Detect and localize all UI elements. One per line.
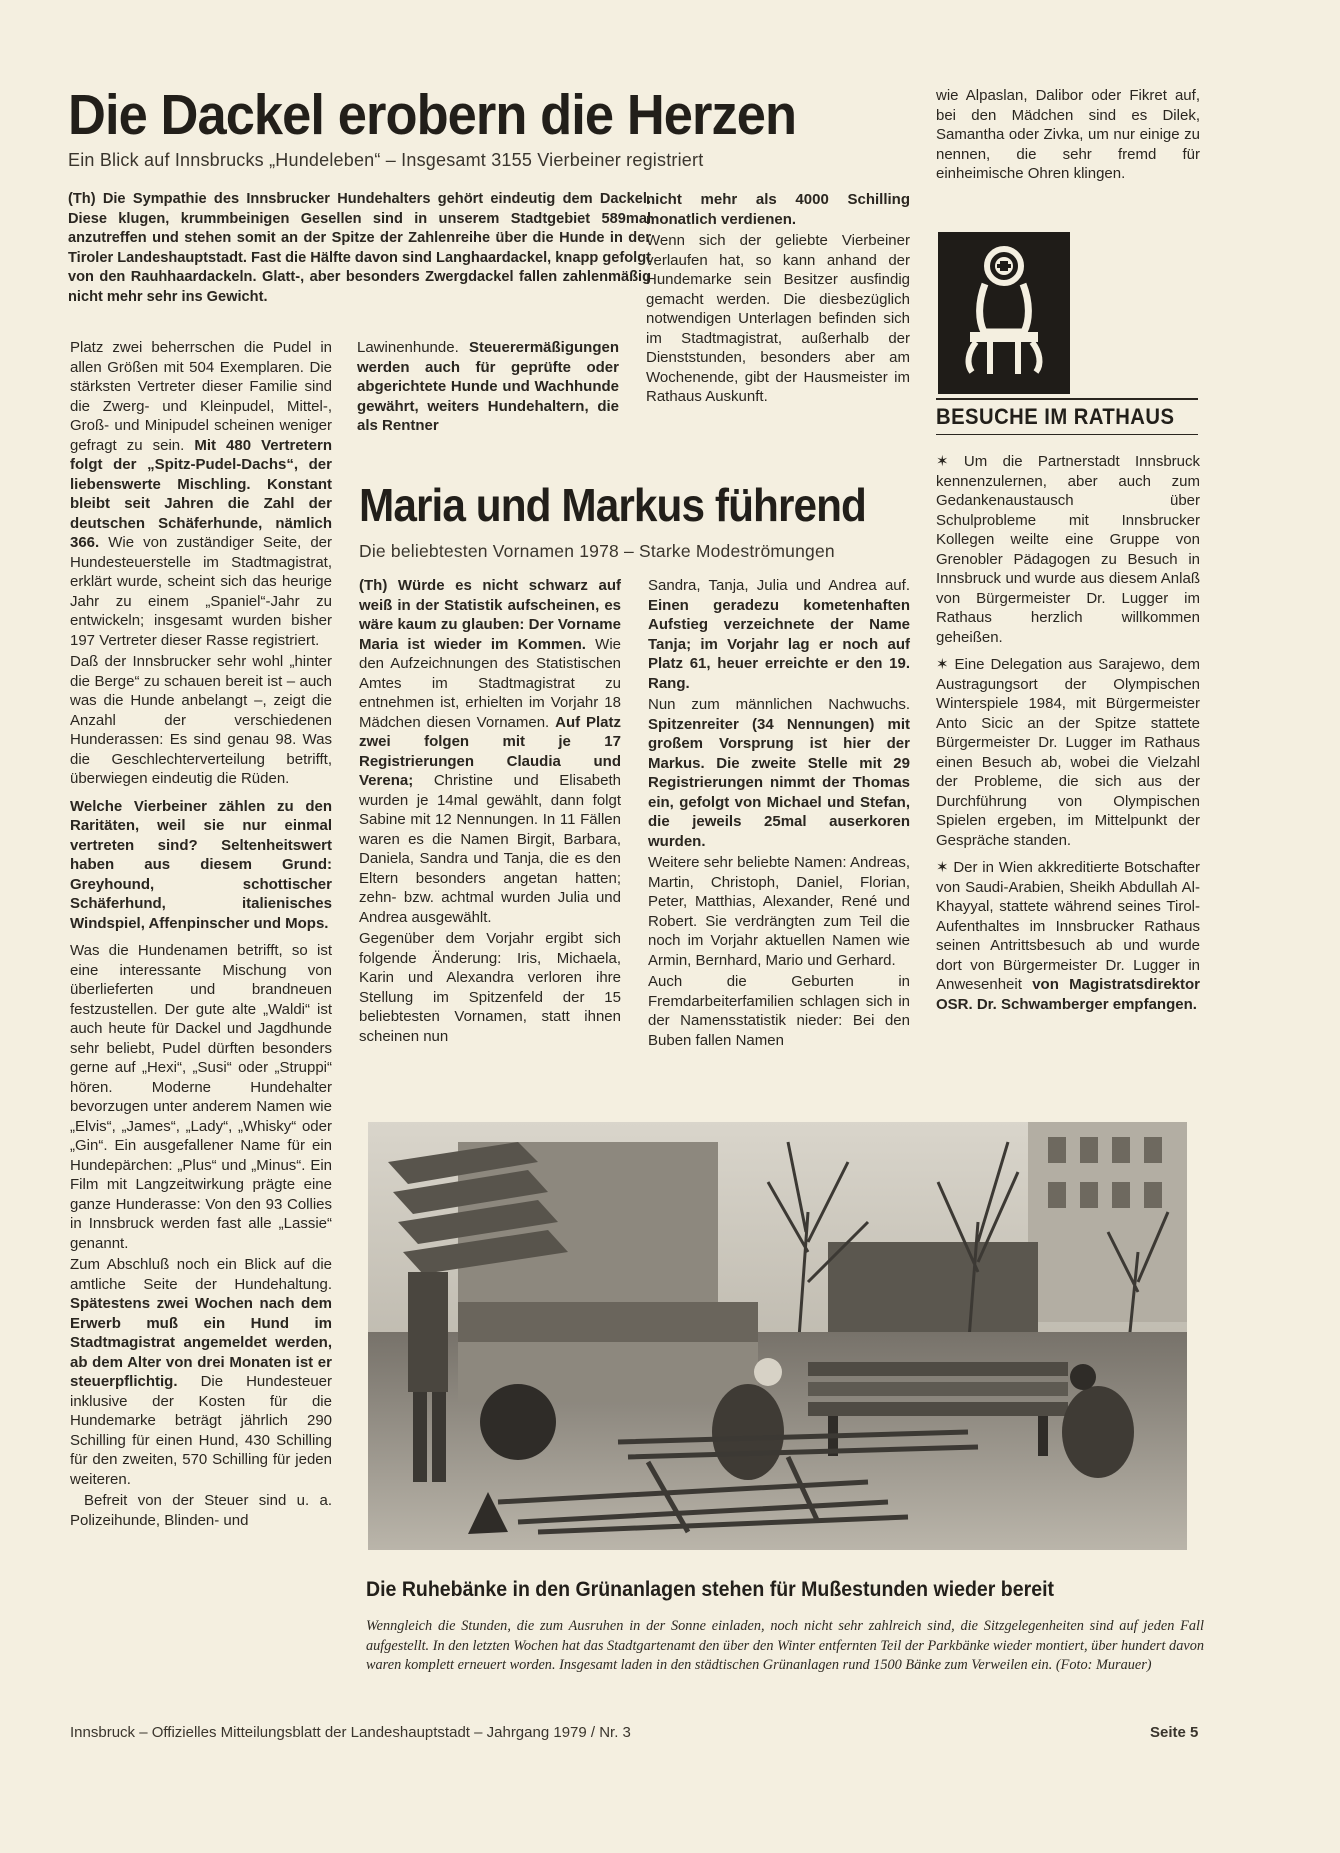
footer-page-number: Seite 5 <box>1150 1724 1199 1741</box>
text-tanja-aufstieg: Einen geradezu kometenhaften Aufstieg verzeichnete der Name Tanja; im Vorjahr lag er noch auf Platz 61, heuer erreichte er den 19. Rang. <box>648 596 910 692</box>
paragraph-amtlich: Zum Abschluß noch ein Blick auf die amtliche Seite der Hundehaltung. Spätestens zwei Wochen nach dem Erwerb muß ein Hund im Stadtmagistrat angemeldet werden, ab dem Alter von drei Monaten ist er steuerpflichtig. Die Hundesteuer inklusive der Kosten für die Hundemarke beträgt jährlich 290 Schilling für einen Hund, 430 Schilling für den zweiten, 570 Schilling für jeden weiteren. <box>70 1256 332 1488</box>
text-4000-schilling: nicht mehr als 4000 Schilling monatlich verdienen. <box>646 191 910 228</box>
paragraph-beliebte-namen: Weitere sehr beliebte Namen: Andreas, Martin, Christoph, Daniel, Florian, Peter, Matthias, Alexander, René und Robert. Sie verdrängten zum Teil die noch im Vorjahr aktuellen Namen wie Armin, Bernhard, Mario und Gerhard. <box>648 854 910 969</box>
text-steuerermaessigung: Steuerermäßigungen werden auch für geprüfte oder abgerichtete Hunde und Wachhunde gewährt, weiters Hundehaltern, die als Rentner <box>357 339 619 434</box>
column-1 <box>70 338 332 1530</box>
photo-caption-body: Wenngleich die Stunden, die zum Ausruhen in der Sonne einladen, noch nicht sehr zahlreich sind, die Sitzgelegenheiten sind auf jeden Fall aufgestellt. In den letzten Wochen hat das Stadtgartenamt den über den Winter entfernten Teil der Parkbänke wieder montiert, über hundert davon waren komplett erneuert worden. Insgesamt laden in den städtischen Grünanlagen rund 1500 Bänke zum Verweilen ein. (Foto: Murauer) <box>366 1618 1204 1673</box>
text-platz-zwei: Auf Platz zwei folgen mit je 17 Registrierungen Claudia und Verena; <box>359 713 622 789</box>
text-weitere-maedchen: Christine und Elisabeth wurden je 14mal gewählt, dann folgt Sabine mit 12 Nennungen. In 11 Fällen waren es die Namen Birgit, Barbara, Daniela, Sandra und Tanja, die es den Eltern besonders angetan hatten; zehn- bzw. achtmal wurden Julia und Andrea ausgewählt. <box>359 772 621 926</box>
footer-publication: Innsbruck – Offizielles Mitteilungsblatt der Landeshauptstadt – Jahrgang 1979 / Nr. 3 <box>70 1724 631 1741</box>
rathaus-item-sarajewo: ✶ Eine Delegation aus Sarajewo, dem Austragungsort der Olympischen Winterspiele 1984, mit Bürgermeister Anto Sicic an der Spitze stattete Bürgermeister Dr. Lugger im Rathaus einen Besuch ab, wobei die Vielzahl der Probleme, die sich aus der Durchführung von Olympischen Spielen ergeben, im Mittelpunkt der Gespräche standen. <box>936 656 1200 849</box>
paragraph-raritaeten: Welche Vierbeiner zählen zu den Raritäten, weil sie nur einmal vertreten sind? Seltenheitswert haben aus diesem Grund: Greyhound, schottischer Schäferhund, italienisches Windspiel, Affenpinscher und Mops. <box>70 797 332 932</box>
text-aufzeichnungen: Wie den Aufzeichnungen des Statistischen Amtes im Stadtmagistrat zu entnehmen ist, erhielten im Vorjahr 18 Mädchen diesen Vornamen. <box>359 635 621 731</box>
column-2-maria <box>359 576 621 1046</box>
park-bench-photo <box>368 1122 1187 1550</box>
column-4-top <box>936 86 1200 184</box>
column-3-top <box>646 190 910 407</box>
photo-parkbaenke <box>368 1122 1187 1550</box>
rathaus-logo <box>938 232 1070 394</box>
column-4-rathaus <box>936 452 1200 1014</box>
paragraph-aenderung: Gegenüber dem Vorjahr ergibt sich folgende Änderung: Iris, Michaela, Karin und Alexandra verloren ihre Stellung im Spitzenfeld der 15 beliebtesten Vornamen, statt ihnen scheinen nun <box>359 930 621 1045</box>
paragraph-fremdarbeiter: Auch die Geburten in Fremdarbeiterfamilien schlagen sich in der Namensstatistik nieder: Bei den Buben fallen Namen <box>648 973 910 1049</box>
headline-vornamen: Maria und Markus führend <box>359 479 866 531</box>
text-sandra-tanja: Sandra, Tanja, Julia und Andrea auf. <box>648 577 910 594</box>
paragraph-fremde-namen: wie Alpaslan, Dalibor oder Fikret auf, bei den Mädchen sind es Dilek, Samantha oder Zivka, um nur einige zu nennen, die sehr fremd für einheimische Ohren klingen. <box>936 87 1200 182</box>
column-2-top <box>357 338 619 436</box>
paragraph-hundemarke: Wenn sich der geliebte Vierbeiner verlaufen hat, so kann anhand der Hundemarke sein Besitzer ausfindig gemacht werden. Die diesbezüglich notwendigen Unterlagen befinden sich im Stadtmagistrat, außerhalb der Dienststunden, besonders aber am Wochenende, gibt der Hausmeister im Rathaus Auskunft. <box>646 232 910 405</box>
text-lawinenhunde: Lawinenhunde. <box>357 339 459 356</box>
photo-caption-title: Die Ruhebänke in den Grünanlagen stehen für Mußestunden wieder bereit <box>366 1578 1054 1601</box>
subheadline-dackel: Ein Blick auf Innsbrucks „Hundeleben“ – Insgesamt 3155 Vierbeiner registriert <box>68 150 704 170</box>
paragraph-pudel: Platz zwei beherrschen die Pudel in allen Größen mit 504 Exemplaren. Die stärksten Vertreter dieser Familie sind die Zwerg- und Kleinpudel, Mittel-, Groß- und Minipudel scheinen weniger gefragt zu sein. Mit 480 Vertretern folgt der „Spitz-Pudel-Dachs“, der liebenswerte Mischling. Konstant bleibt seit Jahren die Zahl der deutschen Schäferhunde, nämlich 366. Wie von zuständiger Seite, der Hundesteuerstelle im Stadtmagistrat, erklärt wurde, scheint sich das heurige Jahr zu einem „Spaniel“-Jahr zu entwickeln; insgesamt wurden bisher 197 Vertreter dieser Rasse registriert. <box>70 339 332 649</box>
headline-dackel: Die Dackel erobern die Herzen <box>68 83 797 147</box>
text-markus-spitze: Spitzenreiter (34 Nennungen) mit großem Vorsprung ist hier der Markus. Die zweite Stelle mit 29 Registrierungen nimmt der Thomas ein, gefolgt von Michael und Stefan, die jeweils 25mal auserkoren wurden. <box>648 715 910 850</box>
paragraph-hundenamen: Was die Hundenamen betrifft, so ist eine interessante Mischung von überlieferten und brandneuen festzustellen. Der gute alte „Waldi“ ist auch heute für Dackel und Jagdhunde sehr beliebt, Pudel dürften besonders gerne auf „Hexi“, „Susi“ oder „Struppi“ hören. Moderne Hundehalter bevorzugen unter anderem Namen wie „Elvis“, „James“, „Lady“, „Whisky“ oder „Gin“. Ein ausgefallener Name für ein Hundepärchen: „Plus“ und „Minus“. Ein Film mit Langzeitwirkung prägte eine ganze Hunderasse: Von den 93 Collies in Innsbruck werden fast alle „Lassie“ genannt. <box>70 942 332 1252</box>
subheadline-vornamen: Die beliebtesten Vornamen 1978 – Starke Modeströmungen <box>359 541 835 561</box>
lead-dackel: (Th) Die Sympathie des Innsbrucker Hundehalters gehört eindeutig dem Dackel. Diese klugen, krummbeinigen Gesellen sind in unserem Stadtgebiet 589mal anzutreffen und stehen somit an der Spitze der Zahlenreihe über die Hunde in der Tiroler Landeshauptstadt. Fast die Hälfte davon sind Langhaardackel, knapp gefolgt von den Rauhhaardackeln. Glatt-, aber besonders Zwergdackel fallen zahlenmäßig nicht mehr sehr ins Gewicht. <box>68 191 651 305</box>
chair-icon <box>938 232 1070 394</box>
column-3-markus <box>648 576 910 1050</box>
divider <box>936 398 1198 400</box>
rathaus-item-saudi: ✶ Der in Wien akkreditierte Botschafter von Saudi-Arabien, Sheikh Abdullah Al-Khayyal, stattete während seines Tirol-Aufenthaltes im Innsbrucker Rathaus seinen Antrittsbesuch ab und wurde dort von Bürgermeister Dr. Lugger in Anwesenheit <box>936 859 1200 993</box>
rathaus-title: BESUCHE IM RATHAUS <box>936 404 1175 429</box>
lead-maria: (Th) Würde es nicht schwarz auf weiß in der Statistik aufscheinen, es wäre kaum zu glauben: Der Vorname Maria ist wieder im Kommen. <box>359 577 621 653</box>
text-nachwuchs: Nun zum männlichen Nachwuchs. <box>648 696 910 713</box>
text-schwamberger: von Magistratsdirektor OSR. Dr. Schwamberger empfangen. <box>936 976 1200 1013</box>
divider <box>936 434 1198 435</box>
rathaus-item-grenoble: ✶ Um die Partnerstadt Innsbruck kennenzulernen, aber auch zum Gedankenaustausch über Schulprobleme mit Innsbrucker Kollegen weilte eine Gruppe von Grenobler Pädagogen zu Besuch in Innsbruck und wurde aus diesem Anlaß von Bürgermeister Dr. Lugger im Rathaus herzlich willkommen geheißen. <box>936 453 1200 646</box>
paragraph-befreit: Befreit von der Steuer sind u. a. Polizeihunde, Blinden- und <box>70 1492 332 1529</box>
paragraph-rassen: Daß der Innsbrucker sehr wohl „hinter die Berge“ zu schauen bereit ist – auch was die Hunde anbelangt –, zeigt die Anzahl der verschiedenen Hunderassen: Es sind genau 98. Was die Geschlechterverteilung betrifft, überwiegen eindeutig die Rüden. <box>70 653 332 787</box>
